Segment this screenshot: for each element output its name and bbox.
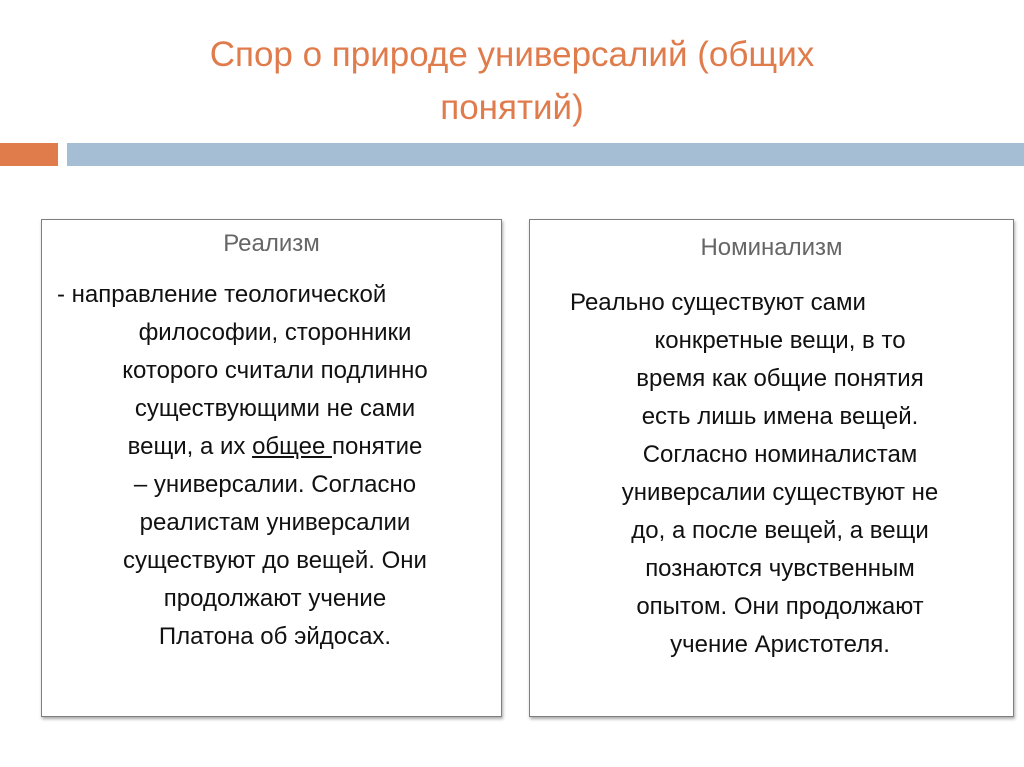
nominalism-heading: Номинализм [700, 234, 843, 261]
nominalism-line: познаются чувственным [645, 555, 915, 582]
nominalism-line: конкретные вещи, в то [654, 327, 906, 354]
nominalism-line: до, а после вещей, а вещи [631, 517, 929, 544]
realism-heading: Реализм [223, 230, 320, 257]
realism-line: существуют до вещей. Они [123, 547, 427, 574]
realism-line: философии, сторонники [138, 319, 412, 346]
realism-line-part: вещи, а их [127, 433, 253, 460]
nominalism-line: Согласно номиналистам [642, 441, 918, 468]
nominalism-line: Реально существуют сами [570, 289, 866, 316]
nominalism-line: учение Аристотеля. [670, 631, 890, 658]
nominalism-line: время как общие понятия [636, 365, 924, 392]
realism-line-part: понятие [332, 433, 423, 460]
realism-text [52, 276, 498, 656]
underlined-term: общее [252, 433, 332, 460]
accent-bar-orange [0, 143, 58, 166]
nominalism-line: есть лишь имена вещей. [641, 403, 919, 430]
realism-line: Платона об эйдосах. [158, 623, 392, 650]
accent-bar-blue [67, 143, 1024, 166]
nominalism-card [529, 219, 1014, 717]
nominalism-text [570, 284, 990, 664]
slide-title-line-2: понятий) [440, 88, 584, 127]
realism-line: реалистам универсалии [139, 509, 411, 536]
realism-line: продолжают учение [163, 585, 387, 612]
realism-line: - направление теологической [57, 281, 387, 308]
realism-line: существующими не сами [134, 395, 416, 422]
realism-card [41, 219, 502, 717]
realism-line: – универсалии. Согласно [133, 471, 417, 498]
nominalism-line: опытом. Они продолжают [636, 593, 924, 620]
realism-line: которого считали подлинно [122, 357, 428, 384]
slide-title-line-1: Спор о природе универсалий (общих [209, 35, 815, 74]
realism-line [52, 428, 498, 466]
nominalism-line: универсалии существуют не [621, 479, 939, 506]
slide-title [0, 28, 1024, 134]
